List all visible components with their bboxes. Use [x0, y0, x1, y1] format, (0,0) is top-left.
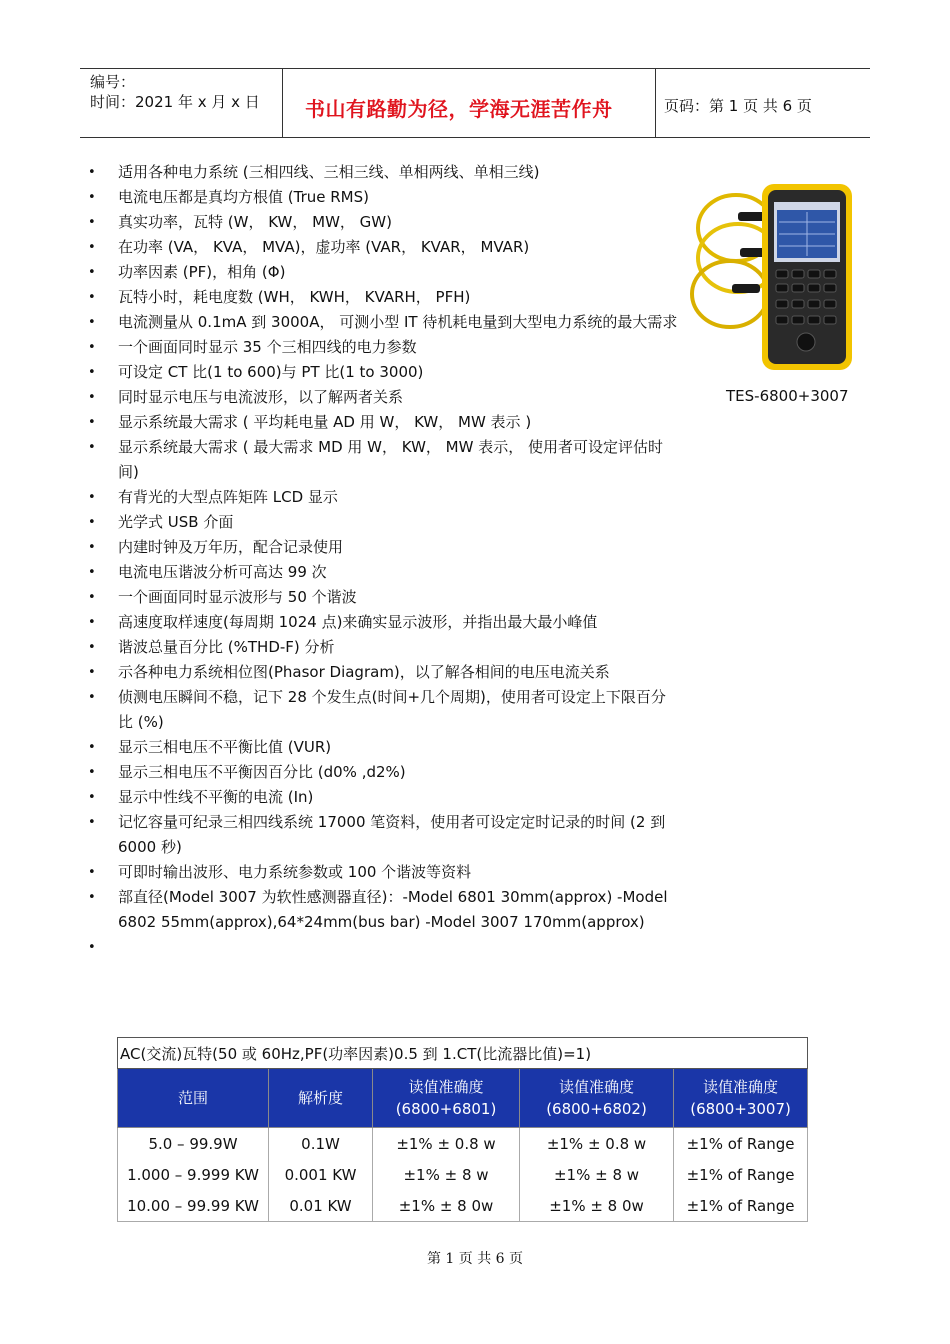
page-footer: 第 1 页 共 6 页 — [426, 1251, 524, 1267]
table-header-cell — [373, 1069, 520, 1128]
bullet-icon: • — [88, 540, 96, 555]
feature-text: 显示系统最大需求 ( 平均耗电量 AD 用 W， KW， MW 表示 ) — [118, 413, 532, 431]
table-cell: 0.1W — [269, 1128, 373, 1160]
table-cell: 0.01 KW — [269, 1190, 373, 1222]
table-cell: 5.0 – 99.9W — [118, 1128, 269, 1160]
table-row — [118, 1190, 808, 1222]
feature-text: 电流电压都是真均方根值 (True RMS) — [118, 188, 369, 206]
page-header — [80, 68, 870, 138]
bullet-icon: • — [88, 415, 96, 430]
bullet-icon: • — [88, 615, 96, 630]
bullet-icon: • — [88, 215, 96, 230]
feature-item — [88, 410, 678, 435]
feature-text: 显示系统最大需求 ( 最大需求 MD 用 W， KW， MW 表示， 使用者可设定评估时间) — [118, 438, 663, 481]
table-cell: ±1% of Range — [674, 1128, 808, 1160]
product-caption: TES-6800+3007 — [726, 387, 849, 405]
bullet-icon: • — [88, 590, 96, 605]
table-cell: ±1% of Range — [674, 1190, 808, 1222]
feature-text: 电流电压谐波分析可高达 99 次 — [118, 563, 327, 581]
feature-item — [88, 235, 678, 260]
table-cell: ±1% ± 8 0w — [373, 1190, 520, 1222]
feature-item — [88, 860, 678, 885]
bullet-icon: • — [88, 815, 96, 830]
feature-text: 可即时输出波形、电力系统参数或 100 个谐波等资料 — [118, 863, 472, 881]
bullet-icon: • — [88, 740, 96, 755]
table-cell: 10.00 – 99.99 KW — [118, 1190, 269, 1222]
feature-item — [88, 335, 678, 360]
table-header-cell — [520, 1069, 674, 1128]
feature-item — [88, 435, 678, 485]
feature-item — [88, 935, 678, 960]
feature-text: 同时显示电压与电流波形，以了解两者关系 — [118, 388, 404, 406]
bullet-icon: • — [88, 165, 96, 180]
feature-text: 显示三相电压不平衡比值 (VUR) — [118, 738, 332, 756]
table-header-cell — [269, 1069, 373, 1128]
bullet-icon: • — [88, 940, 96, 955]
feature-item — [88, 760, 678, 785]
document-code-label: 编号： — [90, 73, 136, 91]
feature-item — [88, 660, 678, 685]
feature-text: 真实功率，瓦特 (W， KW， MW， GW) — [118, 213, 392, 231]
feature-text: 高速度取样速度(每周期 1024 点)来确实显示波形，并指出最大最小峰值 — [118, 613, 598, 631]
feature-list — [88, 160, 678, 960]
feature-item — [88, 560, 678, 585]
feature-text: 侦测电压瞬间不稳，记下 28 个发生点(时间+几个周期)，使用者可设定上下限百分比 (%) — [118, 688, 666, 731]
table-header-text: (6800+3007) — [690, 1100, 791, 1118]
table-header-text: 解析度 — [297, 1089, 343, 1107]
table-header-text: 读值准确度 — [558, 1078, 634, 1096]
bullet-icon: • — [88, 640, 96, 655]
feature-item — [88, 635, 678, 660]
feature-item — [88, 510, 678, 535]
header-motto-cell — [283, 69, 656, 137]
feature-text: 显示中性线不平衡的电流 (In) — [118, 788, 314, 806]
feature-text: 功率因素 (PF)，相角 (Φ) — [118, 263, 286, 281]
feature-item — [88, 610, 678, 635]
feature-text: 示各种电力系统相位图(Phasor Diagram)，以了解各相间的电压电流关系 — [118, 663, 610, 681]
feature-item — [88, 260, 678, 285]
table-row — [118, 1159, 808, 1190]
feature-text: 在功率 (VA， KVA， MVA)，虚功率 (VAR， KVAR， MVAR) — [118, 238, 530, 256]
header-page-number: 页码：第 1 页 共 6 页 — [664, 97, 812, 115]
feature-item — [88, 685, 678, 735]
table-cell: ±1% ± 0.8 w — [520, 1128, 674, 1160]
bullet-icon: • — [88, 315, 96, 330]
bullet-icon: • — [88, 865, 96, 880]
feature-text: 可设定 CT 比(1 to 600)与 PT 比(1 to 3000) — [118, 363, 424, 381]
document-time-label: 时间：2021 年 x 月 x 日 — [90, 93, 260, 111]
feature-item — [88, 810, 678, 860]
bullet-icon: • — [88, 265, 96, 280]
bullet-icon: • — [88, 390, 96, 405]
bullet-icon: • — [88, 515, 96, 530]
feature-text: 内建时钟及万年历，配合记录使用 — [118, 538, 344, 556]
feature-item — [88, 310, 678, 335]
table-header-text: (6800+6802) — [546, 1100, 647, 1118]
feature-text: 一个画面同时显示波形与 50 个谐波 — [118, 588, 357, 606]
feature-item — [88, 585, 678, 610]
table-cell: ±1% ± 0.8 w — [373, 1128, 520, 1160]
table-cell: 0.001 KW — [269, 1159, 373, 1190]
feature-text: 显示三相电压不平衡因百分比 (d0% ,d2%) — [118, 763, 406, 781]
spec-table — [117, 1037, 808, 1222]
bullet-icon: • — [88, 490, 96, 505]
table-header-cell — [118, 1069, 269, 1128]
feature-text: 记忆容量可纪录三相四线系统 17000 笔资料，使用者可设定定时记录的时间 (2 到 6000 秒) — [118, 813, 666, 856]
feature-text: 光学式 USB 介面 — [118, 513, 234, 531]
table-header-text: 读值准确度 — [703, 1078, 779, 1096]
feature-item — [88, 485, 678, 510]
header-motto: 书山有路勤为径，学海无涯苦作舟 — [305, 97, 613, 121]
feature-item — [88, 360, 678, 385]
bullet-icon: • — [88, 440, 96, 455]
feature-text: 部直径(Model 3007 为软性感测器直径)：-Model 6801 30mm(approx) -Model 6802 55mm(approx),64*24mm(bus bar) -Model 3007 170mm(approx) — [118, 888, 668, 931]
feature-item — [88, 735, 678, 760]
table-header-text: (6800+6801) — [395, 1100, 497, 1118]
table-header-cell — [674, 1069, 808, 1128]
table-cell: 1.000 – 9.999 KW — [118, 1159, 269, 1190]
table-cell: ±1% ± 8 w — [520, 1159, 674, 1190]
feature-text: 一个画面同时显示 35 个三相四线的电力参数 — [118, 338, 417, 356]
table-cell: ±1% ± 8 0w — [520, 1190, 674, 1222]
bullet-icon: • — [88, 565, 96, 580]
feature-item — [88, 885, 678, 935]
feature-text: 谐波总量百分比 (%THD-F) 分析 — [118, 638, 335, 656]
table-header-row — [118, 1069, 808, 1128]
feature-text: 有背光的大型点阵矩阵 LCD 显示 — [118, 488, 338, 506]
table-caption: AC(交流)瓦特(50 或 60Hz,PF(功率因素)0.5 到 1.CT(比流器比值)=1) — [118, 1038, 808, 1069]
feature-item — [88, 285, 678, 310]
feature-item — [88, 785, 678, 810]
table-cell: ±1% ± 8 w — [373, 1159, 520, 1190]
bullet-icon: • — [88, 890, 96, 905]
feature-item — [88, 160, 678, 185]
bullet-icon: • — [88, 240, 96, 255]
header-left-cell — [80, 69, 283, 137]
power-analyzer-image — [686, 176, 858, 378]
feature-item — [88, 535, 678, 560]
feature-text: 瓦特小时，耗电度数 (WH， KWH， KVARH， PFH) — [118, 288, 471, 306]
feature-item — [88, 185, 678, 210]
table-body — [118, 1128, 808, 1222]
feature-text: 适用各种电力系统 (三相四线、三相三线、单相两线、单相三线) — [118, 163, 540, 181]
table-header-text: 读值准确度 — [408, 1078, 484, 1096]
bullet-icon: • — [88, 665, 96, 680]
bullet-icon: • — [88, 290, 96, 305]
header-page-cell — [656, 69, 870, 137]
feature-item — [88, 385, 678, 410]
table-header-text: 范围 — [177, 1089, 208, 1107]
bullet-icon: • — [88, 690, 96, 705]
bullet-icon: • — [88, 790, 96, 805]
feature-text: 电流测量从 0.1mA 到 3000A， 可测小型 IT 待机耗电量到大型电力系统的最大需求 — [118, 313, 678, 331]
table-row — [118, 1128, 808, 1160]
feature-item — [88, 210, 678, 235]
bullet-icon: • — [88, 190, 96, 205]
bullet-icon: • — [88, 365, 96, 380]
bullet-icon: • — [88, 765, 96, 780]
bullet-icon: • — [88, 340, 96, 355]
table-cell: ±1% of Range — [674, 1159, 808, 1190]
